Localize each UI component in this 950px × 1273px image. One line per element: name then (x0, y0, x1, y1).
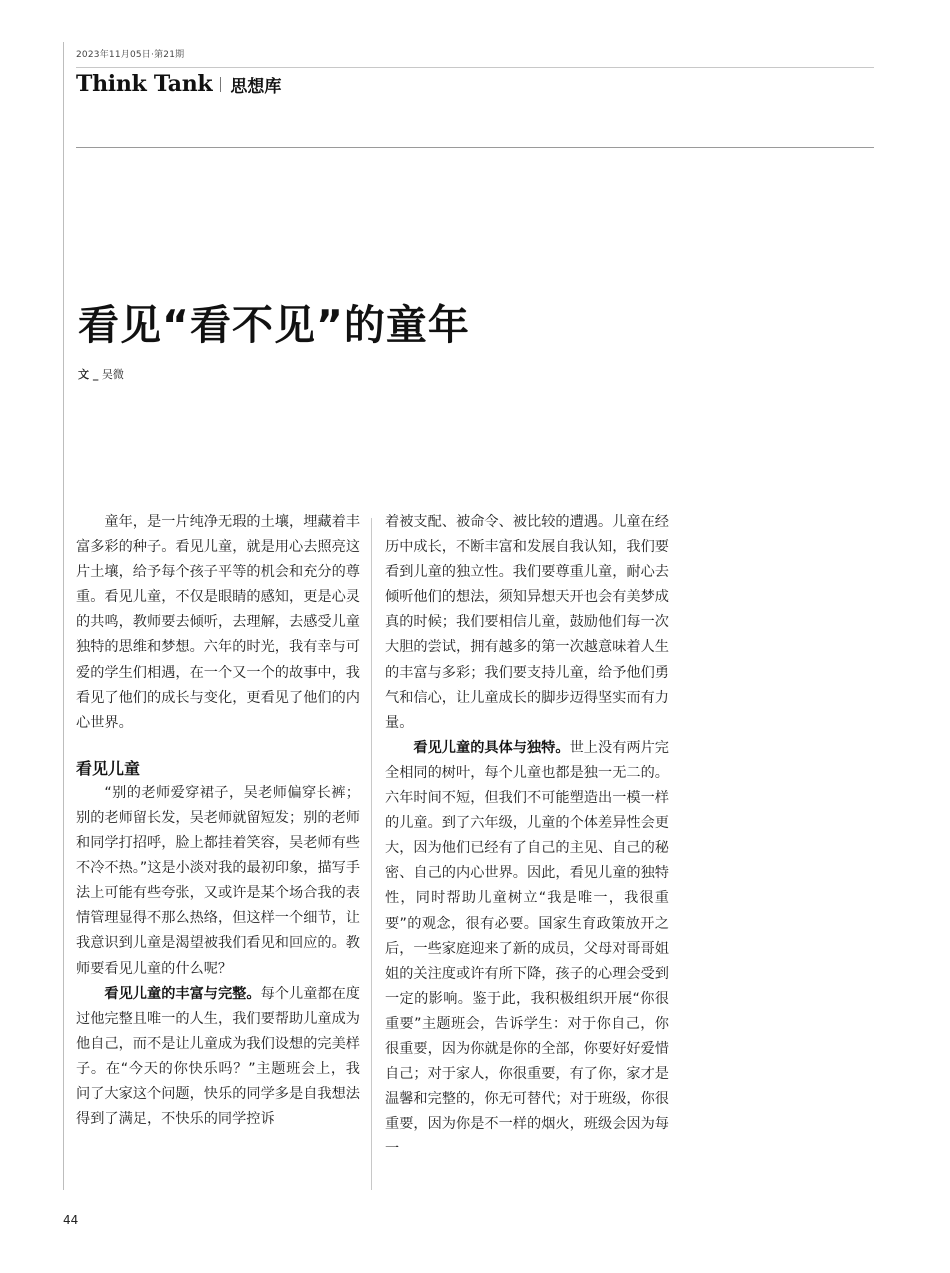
masthead-separator (220, 77, 221, 92)
paragraph-text: 每个儿童都在度过他完整且唯一的人生，我们要帮助儿童成为他自己，而不是让儿童成为我们设想的完美样子。在“今天的你快乐吗？”主题班会上，我问了大家这个问题，快乐的同学多是自我想法得到了满足，不快乐的同学控诉 (76, 985, 360, 1128)
byline-prefix: 文 _ (78, 368, 99, 381)
paragraph-lead: 看见儿童的丰富与完整。 (104, 985, 261, 1002)
issue-date: 2023年11月05日·第21期 (76, 50, 185, 60)
section-divider (76, 147, 874, 148)
intro-paragraph: 童年，是一片纯净无瑕的土壤，埋藏着丰富多彩的种子。看见儿童，就是用心去照亮这片土壤，给予每个孩子平等的机会和充分的尊重。看见儿童，不仅是眼睛的感知，更是心灵的共鸣，教师要去倾听，去理解，去感受儿童独特的思维和梦想。六年的时光，我有幸与可爱的学生们相遇，在一个又一个的故事中，我看见了他们的成长与变化，更看见了他们的内心世界。 (76, 514, 360, 731)
body-paragraph (385, 736, 669, 1163)
paragraph-lead: 看见儿童的具体与独特。 (413, 739, 570, 756)
body-paragraph (76, 982, 360, 1133)
byline (78, 366, 124, 382)
article-title: 看见“看不见”的童年 (78, 301, 470, 349)
body-paragraph: “别的老师爱穿裙子，吴老师偏穿长裤；别的老师留长发，吴老师就留短发；别的老师和同学打招呼，脸上都挂着笑容，吴老师有些不冷不热。”这是小淡对我的最初印象，描写手法上可能有些夸张，又或许是某个场合我的表情管理显得不那么热络，但这样一个细节，让我意识到儿童是渴望被我们看见和回应的。教师要看见儿童的什么呢？ (76, 784, 361, 977)
column-divider (371, 518, 372, 1190)
text-column-right (385, 510, 669, 1162)
masthead (76, 70, 281, 98)
masthead-chinese: 思想库 (230, 76, 282, 97)
body-paragraph: 着被支配、被命令、被比较的遭遇。儿童在经历中成长，不断丰富和发展自我认知，我们要看到儿童的独立性。我们要尊重儿童，耐心去倾听他们的想法，须知异想天开也会有美梦成真的时候；我们要相信儿童，鼓励他们每一次大胆的尝试，拥有越多的第一次越意味着人生的丰富与多彩；我们要支持儿童，给予他们勇气和信心，让儿童成长的脚步迈得坚实而有力量。 (385, 514, 669, 731)
page-left-rule (63, 42, 64, 1190)
page-number: 44 (63, 1213, 79, 1227)
text-column-left (76, 510, 360, 1132)
paragraph-text: 世上没有两片完全相同的树叶，每个儿童也都是独一无二的。六年时间不短，但我们不可能塑造出一模一样的儿童。到了六年级，儿童的个体差异性会更大，因为他们已经有了自己的主见、自己的秘密、自己的内心世界。因此，看见儿童的独特性，同时帮助儿童树立“我是唯一，我很重要”的观念，很有必要。国家生育政策放开之后，一些家庭迎来了新的成员，父母对哥哥姐姐的关注度或许有所下降，孩子的心理会受到一定的影响。鉴于此，我积极组织开展“你很重要”主题班会，告诉学生：对于你自己，你很重要，因为你就是你的全部，你要好好爱惜自己；对于家人，你很重要，有了你，家才是温馨和完整的，你无可替代；对于班级，你很重要，因为你是不一样的烟火，班级会因为每一 (385, 739, 669, 1158)
masthead-english: Think Tank (76, 71, 213, 97)
header-divider (76, 67, 874, 68)
subheading: 看见儿童 (76, 758, 141, 778)
author-name: 吴微 (101, 368, 124, 381)
